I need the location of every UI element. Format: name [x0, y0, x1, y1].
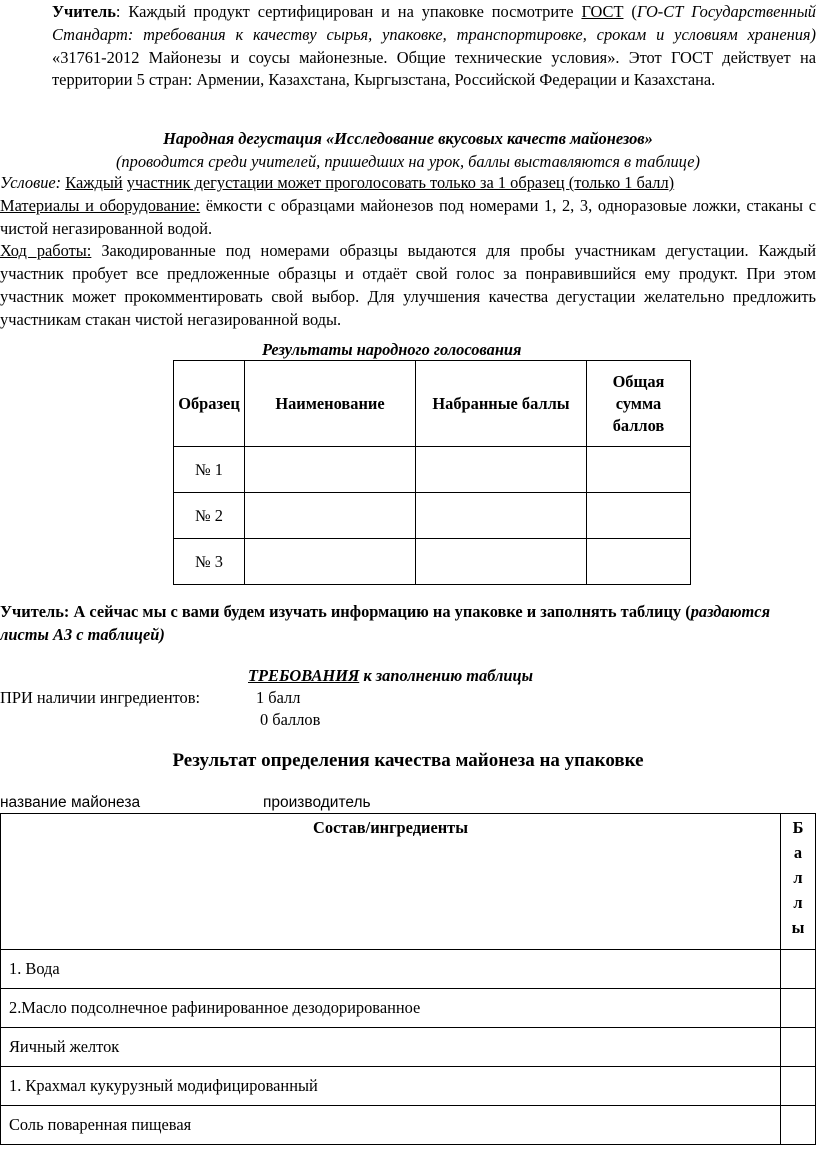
- ingredient-name: Соль поваренная пищевая: [1, 1106, 781, 1145]
- votes-row: [174, 539, 691, 585]
- votes-row: [174, 447, 691, 493]
- materials-label: Материалы и оборудование:: [0, 195, 201, 215]
- requirements-line-1: [0, 687, 816, 710]
- result-title: Результат определения качества майонеза на упаковке: [172, 750, 644, 771]
- ingredient-row: [1, 989, 816, 1028]
- ingredient-name: 2.Масло подсолнечное рафинированное дезодорированное: [1, 989, 781, 1028]
- balls-letter: л: [793, 868, 803, 887]
- ingredient-name: Яичный желток: [1, 1028, 781, 1067]
- intro-text: [0, 1, 816, 92]
- work-line: [0, 240, 816, 331]
- sample-number: № 3: [174, 539, 245, 585]
- ingredient-row: [1, 1028, 816, 1067]
- requirements-title: [248, 665, 533, 688]
- condition-line: [0, 172, 816, 195]
- work-label: Ход работы:: [0, 241, 92, 261]
- votes-cell[interactable]: [245, 447, 416, 493]
- speaker-label: Учитель: [52, 2, 116, 21]
- votes-cell[interactable]: [416, 539, 587, 585]
- votes-cell[interactable]: [587, 493, 691, 539]
- ingredient-score-cell[interactable]: [781, 989, 816, 1028]
- header-score: Набранные баллы: [416, 361, 587, 447]
- gost-expansion: ГО-СТ Государственный Стандарт: требования к качеству сырья, упаковке, транспортировке, срокам и условиям хранения): [52, 2, 816, 44]
- votes-caption: Результаты народного голосования: [262, 340, 522, 359]
- sample-number: № 1: [174, 447, 245, 493]
- balls-letter: Б: [792, 818, 804, 837]
- teacher-instruction-bold: Учитель: А сейчас мы с вами будем изучать информацию на упаковке и заполнять таблицу (: [0, 602, 691, 621]
- votes-row: [174, 493, 691, 539]
- balls-letter: л: [793, 893, 803, 912]
- tasting-subtitle: (проводится среди учителей, пришедших на урок, баллы выставляются в таблице): [115, 152, 701, 171]
- votes-cell[interactable]: [587, 539, 691, 585]
- teacher-instruction-italic: раздаются листы А3 с таблицей): [0, 602, 771, 644]
- labels-line: [0, 792, 816, 815]
- tasting-body: [0, 172, 816, 332]
- gost-link: ГОСТ: [581, 2, 624, 21]
- condition-word: Каждый: [65, 173, 123, 192]
- balls-letter: а: [793, 843, 803, 862]
- header-name: Наименование: [245, 361, 416, 447]
- intro-paragraph: [0, 1, 816, 92]
- votes-cell[interactable]: [416, 447, 587, 493]
- intro-text-a: : Каждый продукт сертифицирован и на упаковке посмотрите: [115, 2, 582, 21]
- ingredient-row: [1, 1067, 816, 1106]
- tasting-title: Народная дегустация «Исследование вкусовых качеств майонезов»: [163, 129, 653, 148]
- condition-label: Условие:: [0, 173, 62, 192]
- requirements-title-upper: ТРЕБОВАНИЯ: [248, 666, 360, 685]
- materials-text: ёмкости с образцами майонезов под номерами 1, 2, 3, одноразовые ложки, стаканы с чистой негазированной водой.: [0, 195, 816, 238]
- ingredient-score-cell[interactable]: [781, 950, 816, 989]
- ingredient-score-cell[interactable]: [781, 1028, 816, 1067]
- label-mayo-name: название майонеза: [0, 794, 141, 811]
- teacher-instruction: [0, 601, 816, 647]
- composition-header-row: [1, 814, 816, 950]
- composition-header: Состав/ингредиенты: [1, 814, 781, 950]
- requirements-value-2: 0 баллов: [260, 710, 321, 729]
- votes-cell[interactable]: [245, 493, 416, 539]
- header-sample: Образец: [174, 361, 245, 447]
- ingredient-name: 1. Крахмал кукурузный модифицированный: [1, 1067, 781, 1106]
- requirements-title-rest: к заполнению таблицы: [359, 666, 534, 685]
- votes-cell[interactable]: [416, 493, 587, 539]
- votes-header-row: [174, 361, 691, 447]
- ingredient-row: [1, 950, 816, 989]
- votes-cell[interactable]: [245, 539, 416, 585]
- ingredient-score-cell[interactable]: [781, 1106, 816, 1145]
- balls-letter: ы: [791, 918, 805, 937]
- votes-cell[interactable]: [587, 447, 691, 493]
- requirements-value-1: 1 балл: [256, 688, 301, 707]
- header-total: Общая сумма баллов: [587, 361, 691, 447]
- materials-line: [0, 195, 816, 241]
- ingredient-name: 1. Вода: [1, 950, 781, 989]
- condition-rest: участник дегустации может проголосовать только за 1 образец (только 1 балл): [126, 173, 675, 192]
- votes-table: [173, 360, 691, 585]
- label-producer: производитель: [263, 794, 371, 811]
- ingredient-score-cell[interactable]: [781, 1067, 816, 1106]
- work-text: Закодированные под номерами образцы выдаются для пробы участникам дегустации. Каждый участник пробует все предложенные образцы и отдаёт свой голос за понравившийся ему продукт. При этом участник может прокомментировать свой выбор. Для улучшения качества дегустации желательно предложить участникам стакан чистой негазированной воды.: [0, 241, 816, 329]
- ingredient-row: [1, 1106, 816, 1145]
- requirements-label: ПРИ наличии ингредиентов:: [0, 688, 201, 707]
- balls-header: [781, 814, 816, 950]
- sample-number: № 2: [174, 493, 245, 539]
- intro-text-b: (: [623, 2, 637, 21]
- intro-text-c: «31761-2012 Майонезы и соусы майонезные. Общие технические условия». Этот ГОСТ действует на территории 5 стран: Армении, Казахстана, Кыргызстана, Российской Федерации и Казахстана.: [52, 47, 816, 90]
- composition-table: [0, 813, 816, 1145]
